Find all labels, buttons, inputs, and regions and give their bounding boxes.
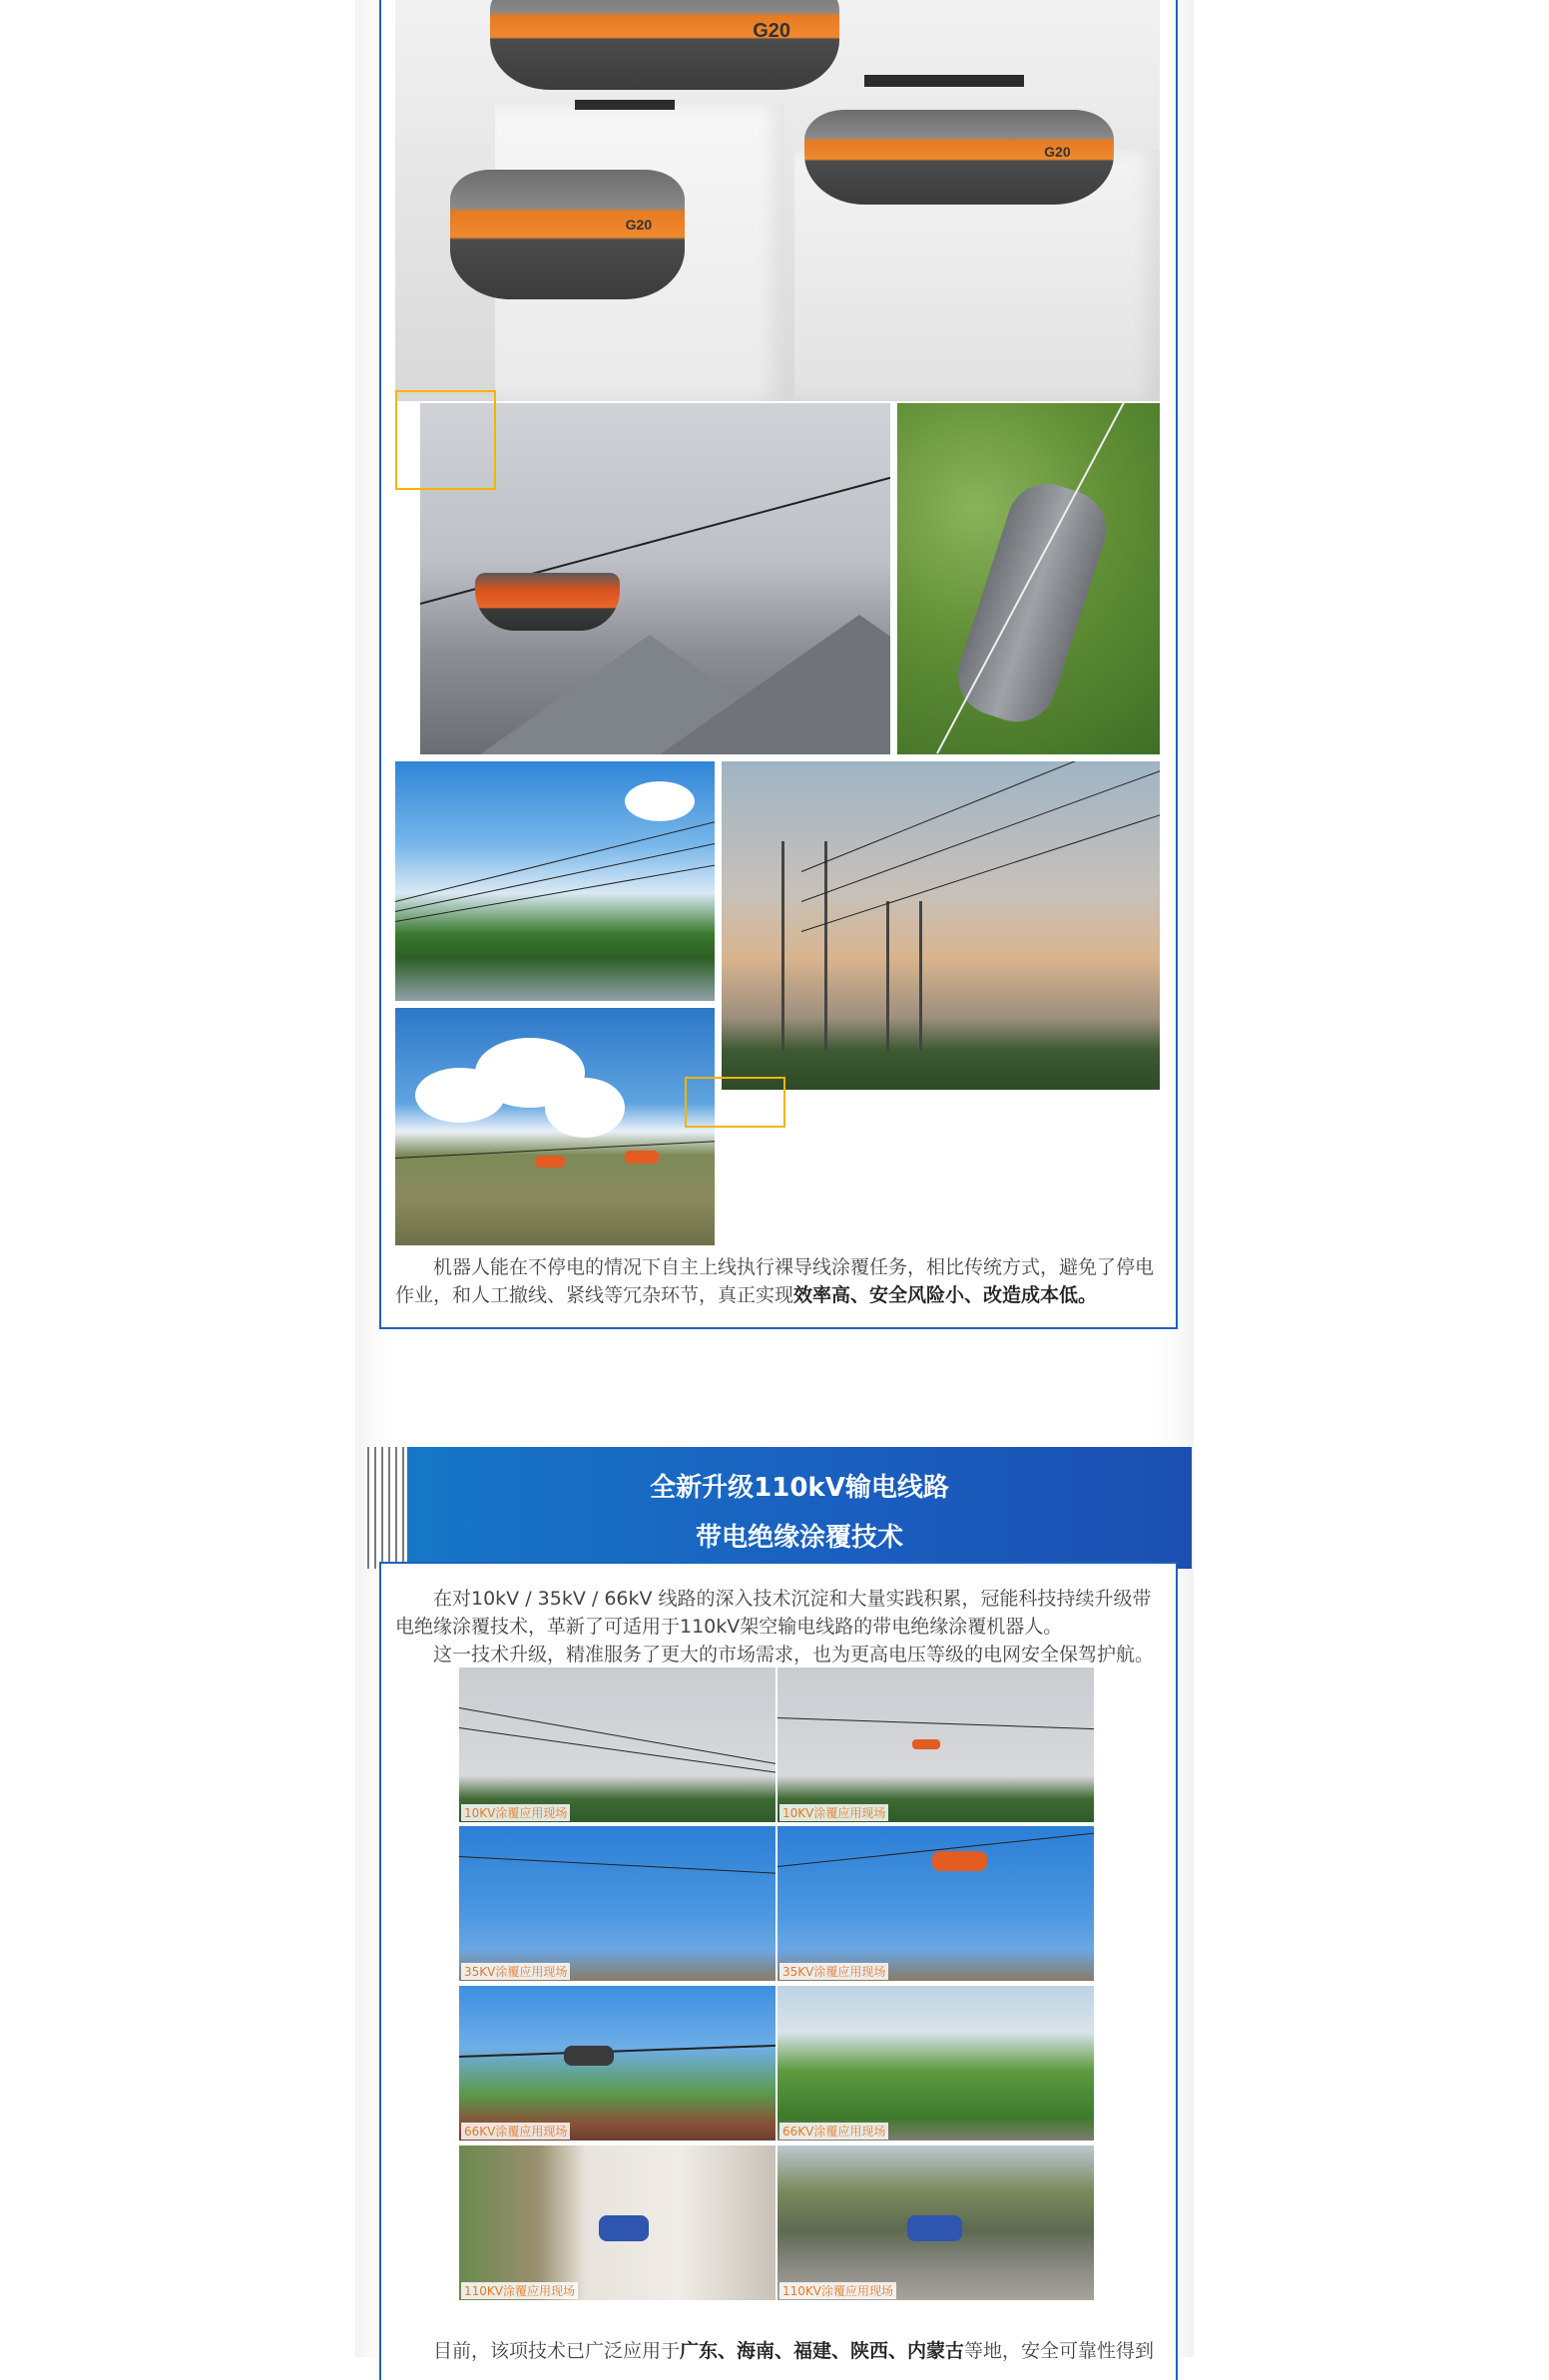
robot-right: [804, 110, 1114, 205]
paragraph-highlight: 效率高、安全风险小、改造成本低。: [793, 1284, 1098, 1306]
photo-caption: 110KV涂覆应用现场: [779, 2282, 896, 2299]
coating-robot: [535, 1156, 565, 1168]
photo-caption: 66KV涂覆应用现场: [461, 2123, 570, 2140]
robot-badge: G20: [625, 216, 653, 233]
photo-caption: 110KV涂覆应用现场: [461, 2282, 578, 2299]
cloud: [625, 781, 695, 821]
application-photo: [777, 1667, 1094, 1822]
robot-badge: G20: [1044, 144, 1071, 161]
photo-caption: 10KV涂覆应用现场: [779, 1804, 888, 1821]
banner-stripes: [367, 1447, 407, 1569]
photo-caption: 66KV涂覆应用现场: [779, 2123, 888, 2140]
coating-robot: [947, 473, 1116, 731]
banner-title-line1: 全新升级110kV输电线路: [650, 1473, 949, 1503]
power-line: [801, 801, 1160, 932]
section-banner: [407, 1447, 1192, 1569]
robots-over-hills-photo: [395, 1008, 715, 1245]
hero-robots-photo: [395, 0, 1160, 401]
robot-badge: G20: [753, 19, 790, 42]
power-line: [395, 842, 715, 912]
robots-between-towers-photo: [722, 761, 1160, 1090]
application-photo: [777, 2145, 1094, 2300]
power-line: [395, 821, 715, 902]
banner-title-line2: 带电绝缘涂覆技术: [695, 1523, 903, 1553]
application-photo: [459, 1667, 775, 1822]
transmission-tower: [781, 841, 827, 1051]
paragraph-text: 等地，安全可靠性得到: [964, 2340, 1155, 2362]
paragraph-text: 机器人能在不停电的情况下自主上线执行裸导线涂覆任务，相比传统方式，避免了停电作业，和人工撤线、紧线等冗杂环节，真正实现: [395, 1256, 1155, 1306]
robot-arm: [864, 75, 1024, 87]
robot-arm: [575, 100, 675, 110]
paragraph-text: 在对10kV / 35kV / 66kV 线路的深入技术沉淀和大量实践积累，冠能科技持续升级带电绝缘涂覆技术，革新了可适用于110kV架空输电线路的带电绝缘涂覆机器人。: [395, 1588, 1152, 1638]
photo-caption: 10KV涂覆应用现场: [461, 1804, 570, 1821]
photo-caption: 35KV涂覆应用现场: [779, 1963, 888, 1980]
section1-paragraph: [395, 1253, 1160, 1309]
robot-on-grass-photo: [897, 403, 1160, 754]
application-photo: [777, 1826, 1094, 1981]
transmission-tower: [886, 901, 922, 1051]
application-photo: [459, 1826, 775, 1981]
photo-caption: 35KV涂覆应用现场: [461, 1963, 570, 1980]
mountain: [660, 615, 890, 754]
paragraph-highlight: 广东、海南、福建、陕西、内蒙古: [680, 2340, 965, 2362]
power-line: [801, 761, 1160, 872]
coating-robot: [625, 1151, 659, 1164]
section2-paragraph: [395, 1585, 1160, 1668]
application-photo: [777, 1986, 1094, 2141]
power-line: [395, 864, 715, 922]
decorative-frame-corner: [395, 390, 496, 490]
coating-robot: [475, 573, 620, 631]
section3-paragraph: [395, 2337, 1160, 2365]
decorative-frame-corner: [685, 1077, 785, 1128]
paragraph-text: 目前，该项技术已广泛应用于: [433, 2340, 681, 2362]
robot-left: [450, 170, 685, 299]
robots-over-river-photo: [395, 761, 715, 1001]
application-photo: [459, 2145, 775, 2300]
cloud: [545, 1078, 625, 1138]
robot-top: [490, 0, 839, 90]
paragraph-text: 这一技术升级，精准服务了更大的市场需求，也为更高电压等级的电网安全保驾护航。: [433, 1644, 1155, 1666]
application-photo: [459, 1986, 775, 2141]
